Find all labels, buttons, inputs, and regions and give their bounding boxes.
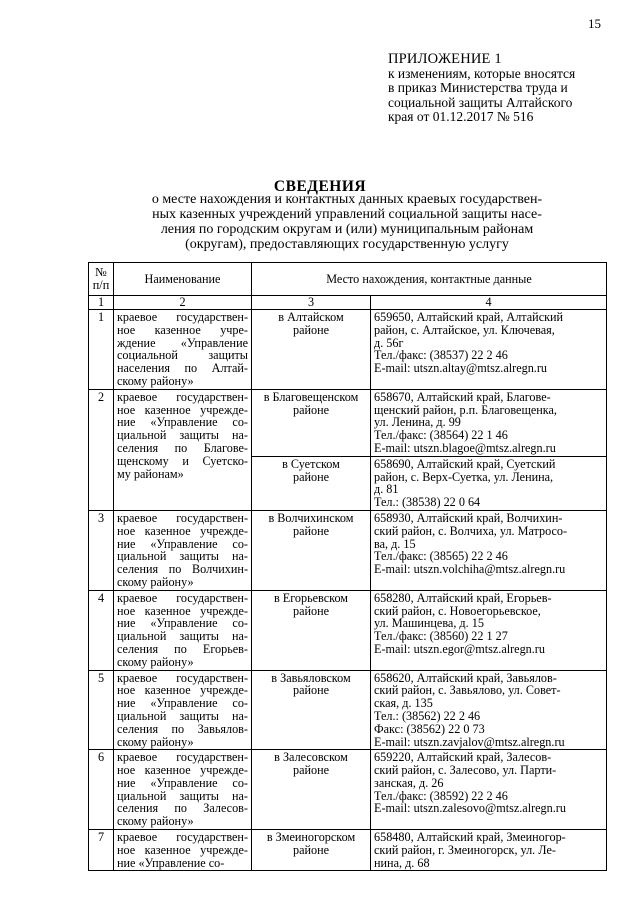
address-line: ская, д. 135	[374, 696, 433, 711]
address-line: д. 81	[374, 482, 399, 497]
institution-name-line: скому району»	[117, 574, 194, 589]
district-cell	[252, 750, 371, 830]
district-line: районе	[292, 402, 330, 417]
institution-name-line: му районам»	[117, 466, 184, 481]
table-row	[89, 389, 607, 456]
institution-name-line: циальной защиты на-	[117, 788, 248, 803]
district-line: районе	[292, 322, 330, 337]
institution-name-line: социальной защиты	[117, 348, 248, 363]
district-line: в Залесовском	[274, 750, 348, 765]
address-line: ский район, г. Змеиногорск, ул. Ле-	[374, 842, 556, 857]
column-number: 1	[89, 296, 114, 310]
address-line: 658690, Алтайский край, Суетский	[374, 456, 556, 471]
district-line: районе	[292, 469, 330, 484]
institution-name-line: краевое государствен-	[117, 750, 248, 765]
district-line: в Благовещенском	[263, 389, 359, 404]
district-line: в Егорьевском	[273, 590, 349, 605]
institution-name-line: скому району»	[117, 654, 194, 669]
institution-name-line: ное казенное учрежде-	[117, 603, 248, 618]
address-line: Тел.: (38562) 22 2 46	[374, 708, 481, 723]
appendix-line: в приказ Министерства труда и	[388, 80, 568, 95]
header-location: Место нахождения, контактные данные	[252, 263, 607, 296]
institution-name-line: ное казенное учрежде-	[117, 402, 248, 417]
address-cell	[371, 456, 607, 510]
table-row	[89, 670, 607, 750]
row-number: 2	[89, 389, 114, 510]
address-line: 658280, Алтайский край, Егорьев-	[374, 590, 552, 605]
institution-name-line: населения по Алтай-	[117, 361, 248, 376]
institution-name	[114, 310, 252, 390]
district-cell	[252, 456, 371, 510]
institution-name-line: скому району»	[117, 373, 194, 388]
address-cell	[371, 510, 607, 590]
row-number: 1	[89, 310, 114, 390]
address-line: 659220, Алтайский край, Залесов-	[374, 750, 552, 765]
address-cell	[371, 310, 607, 390]
header-num: № п/п	[89, 263, 114, 296]
address-line: E-mail: utszn.volchiha@mtsz.alregn.ru	[374, 562, 566, 577]
address-line: E-mail: utszn.altay@mtsz.alregn.ru	[374, 361, 547, 376]
page-number: 15	[588, 16, 601, 31]
subheading-line: (округам), предоставляющих государственную услугу	[185, 237, 509, 252]
address-line: ул. Ленина, д. 99	[374, 415, 461, 430]
row-number: 7	[89, 830, 114, 871]
institution-name-line: ние «Управление со-	[117, 696, 248, 711]
district-cell	[252, 670, 371, 750]
institution-name-line: ние «Управление со-	[117, 775, 248, 790]
district-cell	[252, 590, 371, 670]
column-number: 4	[371, 296, 607, 310]
column-numbers-row	[89, 296, 607, 310]
address-line: 658670, Алтайский край, Благове-	[374, 389, 551, 404]
institutions-table	[88, 262, 607, 871]
district-line: в Алтайском	[278, 310, 344, 324]
institution-name-line: краевое государствен-	[117, 510, 248, 525]
district-line: районе	[292, 842, 330, 857]
address-cell	[371, 670, 607, 750]
institution-name	[114, 670, 252, 750]
district-line: районе	[292, 763, 330, 778]
subheading-line: ления по городским округам и (или) муниципальным районам	[160, 222, 534, 237]
district-cell	[252, 830, 371, 871]
institution-name-line: селения по Благове-	[117, 440, 248, 455]
institution-name-line: циальной защиты на-	[117, 708, 248, 723]
row-number: 4	[89, 590, 114, 670]
address-line: E-mail: utszn.egor@mtsz.alregn.ru	[374, 641, 545, 656]
institution-name-line: ное казенное учрежде-	[117, 683, 248, 698]
appendix-block	[388, 52, 618, 125]
document-subheading	[122, 192, 572, 252]
address-line: 658930, Алтайский край, Волчихин-	[374, 510, 563, 525]
address-cell	[371, 590, 607, 670]
row-number: 6	[89, 750, 114, 830]
row-number: 3	[89, 510, 114, 590]
institution-name-line: циальной защиты на-	[117, 549, 248, 564]
institution-name	[114, 590, 252, 670]
institution-name-line: краевое государствен-	[117, 590, 248, 605]
subheading-line: о месте нахождения и контактных данных краевых государствен-	[151, 192, 543, 207]
document-heading: СВЕДЕНИЯ	[273, 178, 367, 195]
appendix-line: социальной защиты Алтайского	[388, 94, 573, 110]
district-line: в Волчихинском	[268, 510, 354, 525]
table-body	[89, 310, 607, 871]
address-line: Тел.: (38538) 22 0 64	[374, 495, 481, 510]
institution-name-line: ние «Управление со-	[117, 536, 248, 551]
institution-name-line: краевое государствен-	[117, 830, 248, 845]
institution-name-line: ное казенное учрежде-	[117, 842, 248, 857]
district-line: в Завьяловском	[271, 670, 351, 685]
address-line: ский район, с. Волчиха, ул. Матросо-	[374, 523, 568, 538]
address-line: Факс: (38562) 22 0 73	[374, 721, 485, 736]
institution-name-line: скому району»	[117, 734, 194, 749]
address-line: E-mail: utszn.zalesovo@mtsz.alregn.ru	[374, 801, 566, 816]
table-header-row	[89, 263, 607, 296]
address-cell	[371, 830, 607, 871]
institution-name-line: селения по Завьялов-	[117, 721, 248, 736]
institution-name-line: ние «Управление со-	[117, 855, 225, 870]
table-row	[89, 830, 607, 871]
address-line: Тел./факс: (38537) 22 2 46	[374, 348, 508, 363]
institution-name-line: ждение «Управление	[117, 335, 248, 350]
address-line: 659650, Алтайский край, Алтайский	[374, 310, 564, 324]
address-line: Тел./факс: (38592) 22 2 46	[374, 788, 508, 803]
subheading-line: ных казенных учреждений управлений социальной защиты насе-	[152, 207, 542, 222]
institution-name-line: ное казенное учре-	[117, 322, 248, 337]
institution-name	[114, 389, 252, 510]
appendix-line: к изменениям, которые вносятся	[388, 65, 576, 81]
institution-name-line: селения по Залесов-	[117, 801, 248, 816]
district-line: районе	[292, 603, 330, 618]
address-line: E-mail: utszn.zavjalov@mtsz.alregn.ru	[374, 734, 565, 749]
institution-name-line: краевое государствен-	[117, 670, 248, 685]
address-line: E-mail: utszn.blagoe@mtsz.alregn.ru	[374, 440, 556, 455]
institution-name	[114, 830, 252, 871]
header-name: Наименование	[114, 263, 252, 296]
table-row	[89, 310, 607, 390]
institution-name-line: ное казенное учрежде-	[117, 763, 248, 778]
table-row	[89, 510, 607, 590]
institution-name	[114, 510, 252, 590]
district-cell	[252, 310, 371, 390]
institution-name-line: ное казенное учрежде-	[117, 523, 248, 538]
address-line: ский район, с. Залесово, ул. Парти-	[374, 763, 557, 778]
institution-name-line: селения по Егорьев-	[117, 641, 248, 656]
district-cell	[252, 389, 371, 456]
institution-name-line: ние «Управление со-	[117, 415, 248, 430]
appendix-line: края от 01.12.2017 № 516	[388, 109, 534, 124]
address-line: д. 56г	[374, 335, 404, 350]
column-number: 2	[114, 296, 252, 310]
appendix-title: ПРИЛОЖЕНИЕ 1	[388, 51, 502, 67]
address-line: 658480, Алтайский край, Змеиногор-	[374, 830, 566, 845]
address-line: Тел./факс: (38560) 22 1 27	[374, 629, 508, 644]
institution-name-line: краевое государствен-	[117, 310, 248, 324]
address-line: ский район, с. Завьялово, ул. Совет-	[374, 683, 561, 698]
table-row	[89, 590, 607, 670]
table-row	[89, 750, 607, 830]
row-number: 5	[89, 670, 114, 750]
address-line: ул. Машинцева, д. 15	[374, 616, 484, 631]
institution-name-line: циальной защиты на-	[117, 629, 248, 644]
institution-name	[114, 750, 252, 830]
district-line: районе	[292, 683, 330, 698]
address-line: 658620, Алтайский край, Завьялов-	[374, 670, 557, 685]
address-cell	[371, 389, 607, 456]
address-line: Тел./факс: (38564) 22 1 46	[374, 428, 508, 443]
address-line: Тел./факс: (38565) 22 2 46	[374, 549, 508, 564]
address-line: занская, д. 26	[374, 775, 444, 790]
institution-name-line: краевое государствен-	[117, 389, 248, 404]
address-line: нина, д. 68	[374, 855, 430, 870]
district-line: в Змеиногорском	[266, 830, 356, 845]
institution-name-line: ние «Управление со-	[117, 616, 248, 631]
address-line: ский район, с. Новоегорьевское,	[374, 603, 541, 618]
institution-name-line: щенскому и Суетско-	[117, 453, 248, 468]
district-line: районе	[292, 523, 330, 538]
address-line: район, с. Верх-Суетка, ул. Ленина,	[374, 469, 554, 484]
address-cell	[371, 750, 607, 830]
institution-name-line: селения по Волчихин-	[117, 562, 248, 577]
address-line: ва, д. 15	[374, 536, 416, 551]
address-line: щенский район, р.п. Благовещенка,	[374, 402, 557, 417]
institution-name-line: скому району»	[117, 814, 194, 829]
district-line: в Суетском	[282, 456, 340, 471]
district-cell	[252, 510, 371, 590]
column-number: 3	[252, 296, 371, 310]
address-line: район, с. Алтайское, ул. Ключевая,	[374, 322, 555, 337]
institution-name-line: циальной защиты на-	[117, 428, 248, 443]
